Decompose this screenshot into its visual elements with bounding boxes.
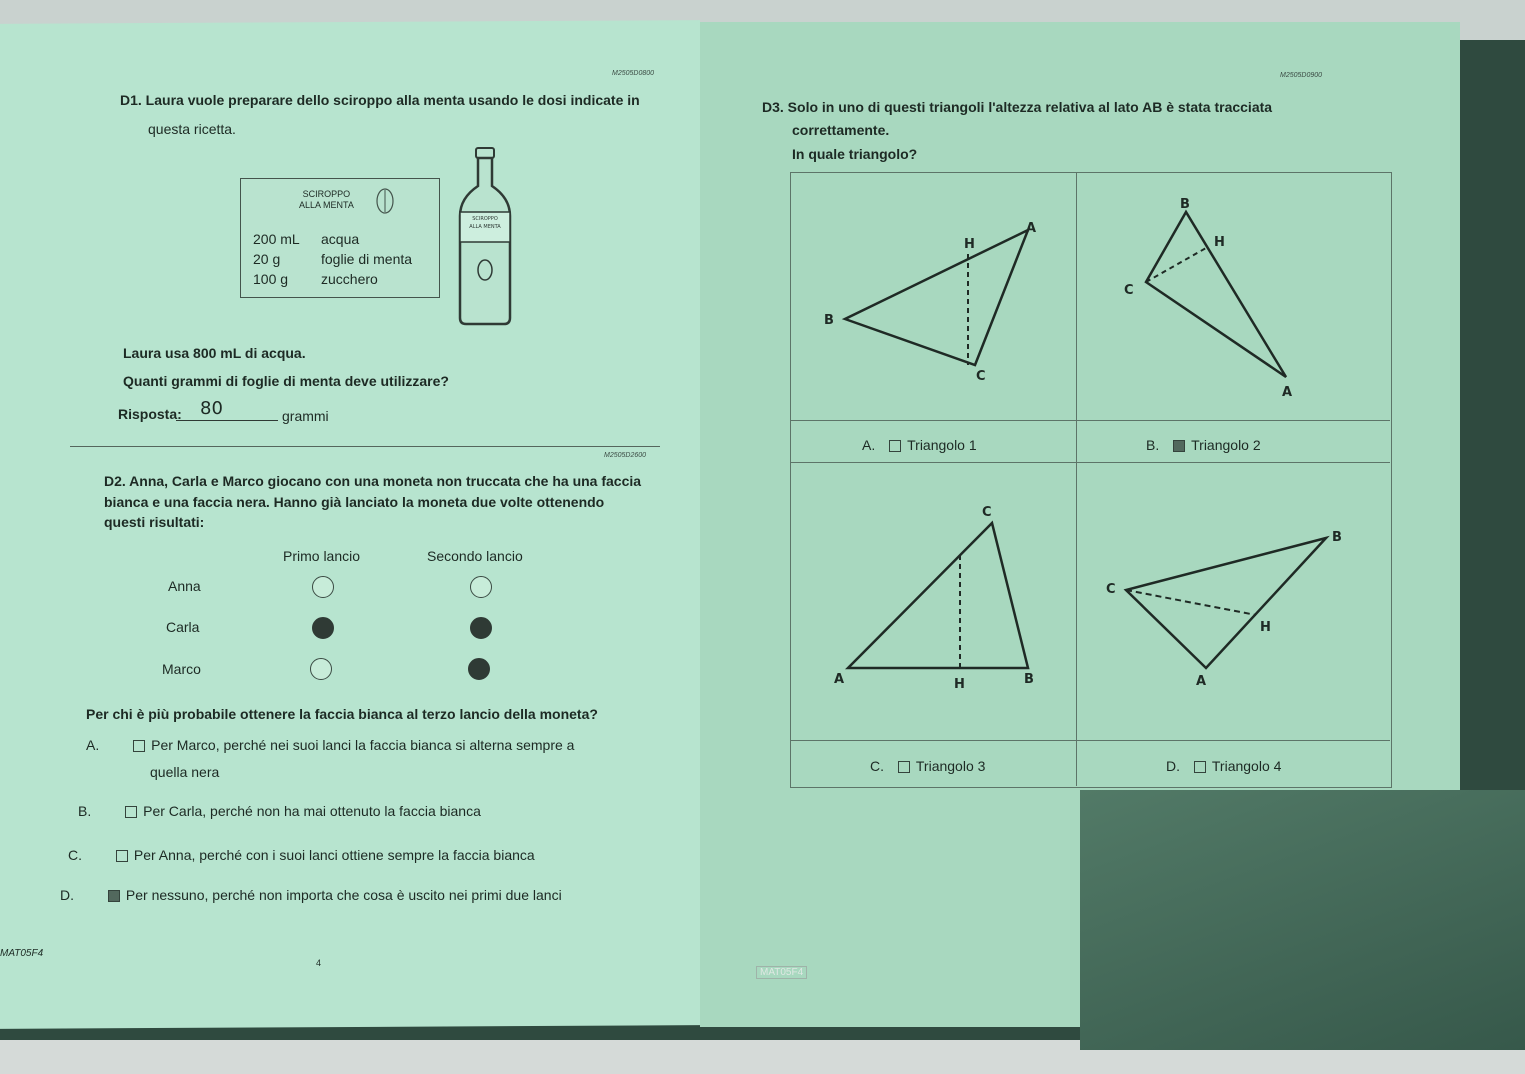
shadow xyxy=(1080,790,1525,1050)
bottle-label-1: SCIROPPO xyxy=(472,216,498,222)
vertex-label: C xyxy=(976,369,986,384)
vertex-label: A xyxy=(1026,221,1037,236)
coin-white xyxy=(310,658,332,680)
d3-option-d[interactable]: D. Triangolo 4 xyxy=(1166,758,1282,774)
col-first-throw: Primo lancio xyxy=(283,548,361,564)
coin-white xyxy=(312,576,334,598)
vertex-label: H xyxy=(1260,620,1271,635)
d1-answer-label: Risposta: xyxy=(118,406,182,422)
checkbox[interactable] xyxy=(898,761,910,773)
checkbox-checked[interactable] xyxy=(108,890,120,902)
d2-option-c[interactable]: C. Per Anna, perché con i suoi lanci ottiene sempre la faccia bianca xyxy=(68,847,535,863)
checkbox[interactable] xyxy=(116,850,128,862)
d3-option-a[interactable]: A. Triangolo 1 xyxy=(862,437,977,453)
col-second-throw: Secondo lancio xyxy=(427,548,523,564)
vertex-label: C xyxy=(1124,283,1134,298)
vertex-label: B xyxy=(824,313,834,328)
divider xyxy=(70,446,660,447)
vertex-label: B xyxy=(1180,197,1190,212)
grid-divider-h xyxy=(790,420,1390,421)
checkbox[interactable] xyxy=(1194,761,1206,773)
ingredient-qty: 100 g xyxy=(253,271,289,287)
checkbox[interactable] xyxy=(125,806,137,818)
d1-question-line2: questa ricetta. xyxy=(148,121,236,137)
coin-white xyxy=(470,576,492,598)
player-name: Carla xyxy=(166,619,200,635)
header-code-right: M2505D0900 xyxy=(1280,72,1323,79)
ingredient-row xyxy=(253,271,378,287)
d3-option-c[interactable]: C. Triangolo 3 xyxy=(870,758,986,774)
d1-question: Quanti grammi di foglie di menta deve utilizzare? xyxy=(123,373,449,389)
coin-black xyxy=(468,658,490,680)
mint-leaf-icon xyxy=(373,187,397,215)
ingredient-qty: 20 g xyxy=(253,251,281,267)
recipe-card xyxy=(240,178,440,298)
d2-option-a-cont: quella nera xyxy=(150,764,220,780)
d2-line3: questi risultati: xyxy=(104,514,205,530)
triangle-4 xyxy=(1076,463,1390,740)
answer-line xyxy=(176,398,278,421)
vertex-label: H xyxy=(1214,235,1225,250)
coin-black xyxy=(312,617,334,639)
vertex-label: H xyxy=(954,677,965,692)
page-number: 4 xyxy=(316,958,322,968)
d2-question: Per chi è più probabile ottenere la faccia bianca al terzo lancio della moneta? xyxy=(86,706,598,722)
header-code-left: M2505D0800 xyxy=(612,70,655,77)
d3-line2: correttamente. xyxy=(792,122,890,138)
ingredient-row xyxy=(253,231,359,247)
d2-option-b[interactable]: B. Per Carla, perché non ha mai ottenuto la faccia bianca xyxy=(78,803,481,819)
footer-code-right: MAT05F4 xyxy=(756,966,807,979)
d3-question: In quale triangolo? xyxy=(792,146,918,162)
footer-code-left: MAT05F4 xyxy=(0,948,44,959)
vertex-label: A xyxy=(1282,385,1293,400)
ingredient-name: zucchero xyxy=(321,271,378,287)
vertex-label: A xyxy=(834,672,845,687)
d3-option-b[interactable]: B. Triangolo 2 xyxy=(1146,437,1261,453)
d2-line1: D2. Anna, Carla e Marco giocano con una moneta non truccata che ha una faccia xyxy=(104,473,642,489)
vertex-label: C xyxy=(982,505,992,520)
recipe-title-2: ALLA MENTA xyxy=(299,200,354,210)
coin-black xyxy=(470,617,492,639)
vertex-label: B xyxy=(1024,672,1034,687)
d2-line2: bianca e una faccia nera. Hanno già lanciato la moneta due volte ottenendo xyxy=(104,494,605,510)
ingredient-row xyxy=(253,251,412,267)
d3-line1: D3. Solo in uno di questi triangoli l'altezza relativa al lato AB è stata tracciata xyxy=(762,99,1273,115)
vertex-label: B xyxy=(1332,530,1342,545)
triangle-2 xyxy=(1076,172,1390,420)
grid-divider-h xyxy=(790,740,1390,741)
ingredient-name: foglie di menta xyxy=(321,251,413,267)
d2-code: M2505D2600 xyxy=(604,452,647,459)
triangle-1 xyxy=(790,172,1076,420)
recipe-title-1: SCIROPPO xyxy=(302,189,351,199)
vertex-label: C xyxy=(1106,582,1116,597)
checkbox-checked[interactable] xyxy=(1173,440,1185,452)
bottle-illustration xyxy=(452,146,516,328)
answer-handwritten[interactable]: 80 xyxy=(200,398,223,419)
d1-question-line1: D1. Laura vuole preparare dello sciroppo alla menta usando le dosi indicate in xyxy=(120,92,640,108)
vertex-label: H xyxy=(964,237,975,252)
checkbox[interactable] xyxy=(889,440,901,452)
d1-statement: Laura usa 800 mL di acqua. xyxy=(123,345,306,361)
d1-answer-unit: grammi xyxy=(282,408,329,424)
triangle-3 xyxy=(790,463,1076,740)
ingredient-name: acqua xyxy=(321,231,360,247)
player-name: Marco xyxy=(162,661,201,677)
bottle-label-2: ALLA MENTA xyxy=(469,224,501,230)
vertex-label: A xyxy=(1196,674,1207,689)
d2-option-a[interactable]: A. Per Marco, perché nei suoi lanci la faccia bianca si alterna sempre a xyxy=(86,737,575,753)
ingredient-qty: 200 mL xyxy=(253,231,300,247)
checkbox[interactable] xyxy=(133,740,145,752)
d2-option-d[interactable]: D. Per nessuno, perché non importa che cosa è uscito nei primi due lanci xyxy=(60,887,562,903)
player-name: Anna xyxy=(168,578,201,594)
